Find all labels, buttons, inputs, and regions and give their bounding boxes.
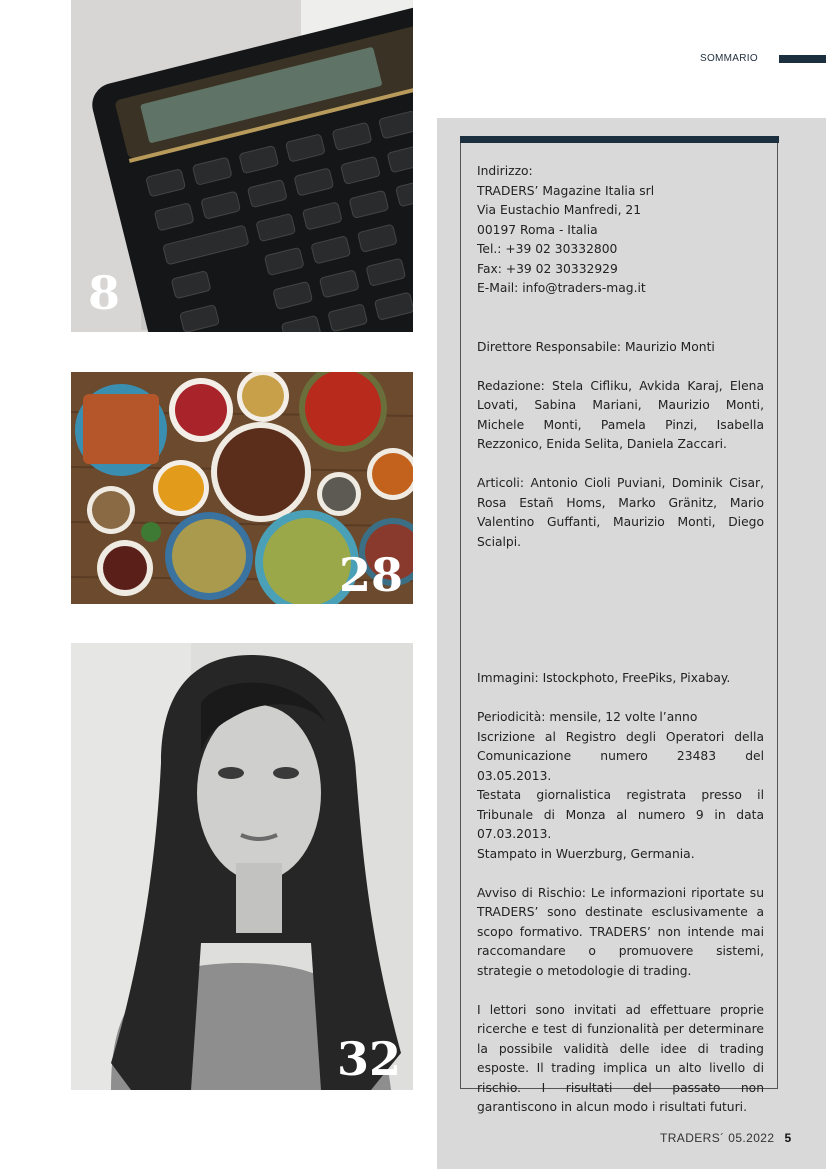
article-image-calculator[interactable] [71, 0, 413, 332]
registry: Iscrizione al Registro degli Operatori della Comunicazione numero 23483 del 03.05.2013. [477, 729, 764, 783]
calculator-illustration [71, 0, 413, 332]
section-bar [779, 55, 826, 63]
section-label: SOMMARIO [700, 53, 758, 64]
address-label: Indirizzo: [477, 164, 533, 178]
editorial-staff: Redazione: Stela Cifliku, Avkida Karaj, Elena Lovati, Sabina Mariani, Maurizio Monti, Michele Monti, Pamela Pinzi, Isabella Rezzonico, Enida Selita, Daniela Zaccari. [477, 378, 764, 451]
city: 00197 Roma - Italia [477, 222, 598, 237]
imprint-top-bar [460, 136, 779, 143]
article-image-spices[interactable] [71, 372, 413, 604]
telephone: Tel.: +39 02 30332800 [477, 242, 618, 256]
page-footer [660, 1131, 792, 1145]
street-address: Via Eustachio Manfredi, 21 [477, 203, 642, 217]
frequency: Periodicità: mensile, 12 volte l’anno [477, 710, 698, 724]
page-number: 5 [784, 1131, 792, 1145]
director: Direttore Responsabile: Maurizio Monti [477, 339, 715, 354]
registration: Testata giornalistica registrata presso il Tribunale di Monza al numero 9 in data 07.03.2013. [477, 788, 764, 841]
imprint-text [477, 162, 764, 1118]
fax: Fax: +39 02 30332929 [477, 261, 618, 276]
article-authors: Articoli: Antonio Cioli Puviani, Dominik Cisar, Rosa Estañ Homs, Marko Gränitz, Mario Valentino Guffanti, Maurizio Monti, Diego Scialpi. [477, 476, 764, 549]
portrait-illustration [71, 643, 413, 1090]
article-page-number: 32 [337, 1032, 402, 1086]
image-credits: Immagini: Istockphoto, FreePiks, Pixabay. [477, 671, 731, 685]
article-page-number: 8 [88, 266, 121, 320]
article-page-number: 28 [339, 548, 404, 602]
readers-notice: I lettori sono invitati ad effettuare proprie ricerche e test di funzionalità per determinare la possibile validità delle idee di trading esposte. Il trading implica un alto livello di rischio. I risultati del passato non garantiscono in alcun modo i risultati futuri. [477, 1002, 764, 1114]
email[interactable]: E-Mail: info@traders-mag.it [477, 281, 646, 295]
issue-label: TRADERS´ 05.2022 [660, 1131, 775, 1145]
company-name: TRADERS’ Magazine Italia srl [477, 183, 655, 198]
article-image-portrait[interactable] [71, 643, 413, 1090]
imprint-box [460, 136, 778, 1114]
printed-in: Stampato in Wuerzburg, Germania. [477, 846, 695, 861]
risk-notice: Avviso di Rischio: Le informazioni riportate su TRADERS’ sono destinate esclusivamente a scopo formativo. TRADERS’ non intende mai raccomandare o promuovere sistemi, strategie o metodologie di trading. [477, 885, 764, 978]
